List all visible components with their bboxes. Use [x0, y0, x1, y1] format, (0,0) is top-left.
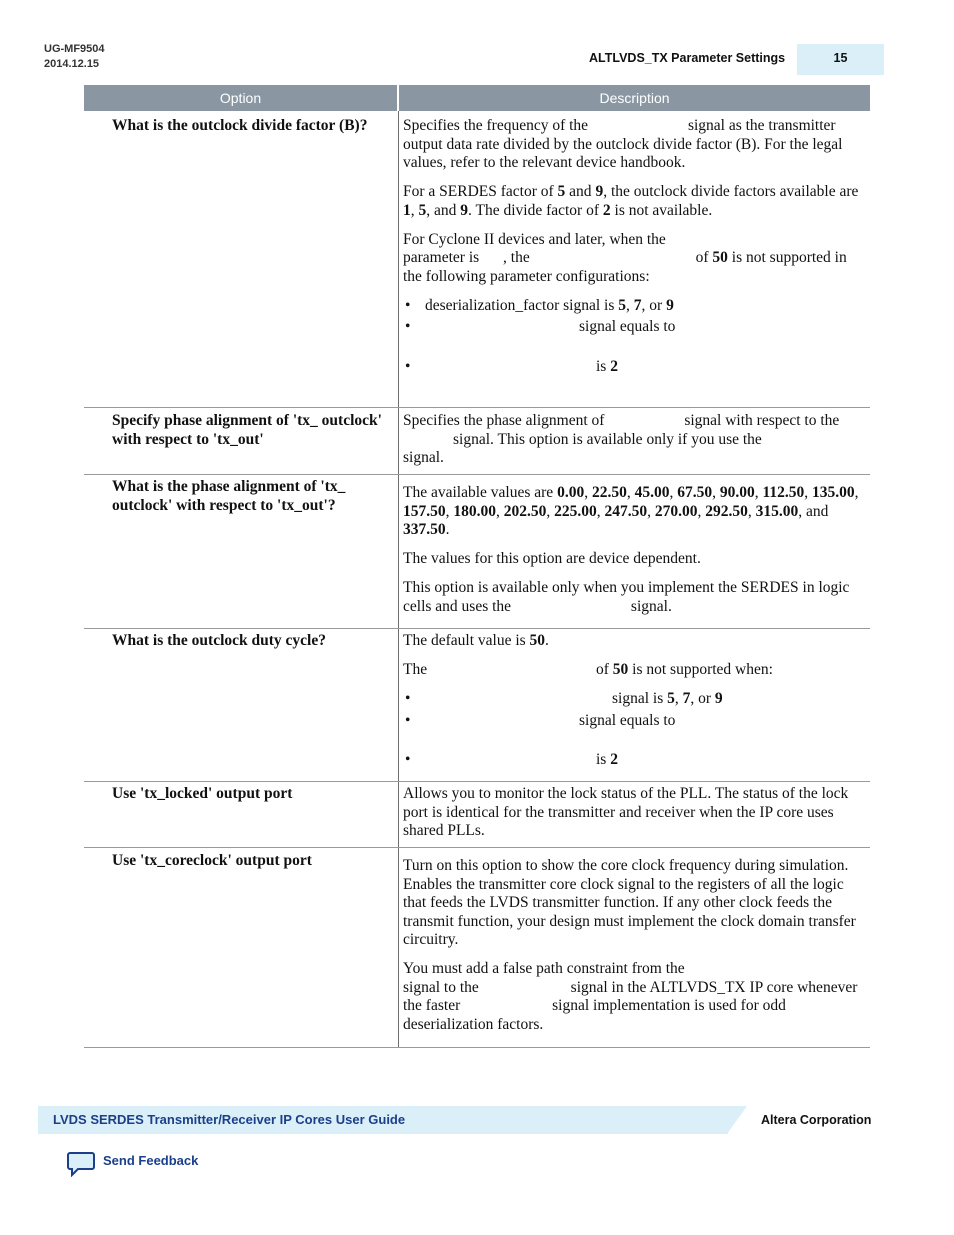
- description-paragraph: The of 50 is not supported when:: [403, 661, 773, 678]
- doc-id-block: [44, 42, 105, 72]
- description-paragraph: For Cyclone II devices and later, when the parameter is , the of 50 is not supported in the following parameter configurations:: [403, 230, 847, 285]
- description-phase-alignment: [403, 412, 863, 478]
- option-outclock-duty-cycle: What is the outclock duty cycle?: [112, 632, 326, 649]
- user-guide-link[interactable]: LVDS SERDES Transmitter/Receiver IP Cores User Guide: [53, 1112, 406, 1127]
- column-divider: [398, 111, 399, 1048]
- row-divider: [84, 1047, 870, 1048]
- company-name: Altera Corporation: [761, 1113, 872, 1127]
- row-divider: [84, 474, 870, 475]
- bullet-item: • is 2: [403, 751, 863, 770]
- option-tx-locked: Use 'tx_locked' output port: [112, 785, 293, 802]
- row-divider: [84, 407, 870, 408]
- section-title: ALTLVDS_TX Parameter Settings: [589, 51, 786, 65]
- description-paragraph: This option is available only when you implement the SERDES in logic cells and uses the signal.: [403, 579, 850, 615]
- option-phase-alignment: Specify phase alignment of 'tx_ outclock' with respect to 'tx_out': [112, 412, 382, 448]
- option-phase-alignment-value: What is the phase alignment of 'tx_ outclock' with respect to 'tx_out'?: [112, 478, 346, 514]
- bullet-item: • is 2: [403, 358, 863, 377]
- column-header-description: Description: [399, 85, 870, 111]
- doc-date: 2014.12.15: [44, 58, 100, 70]
- footer-band-tip: [727, 1106, 747, 1134]
- description-paragraph: The available values are 0.00, 22.50, 45.00, 67.50, 90.00, 112.50, 135.00, 157.50, 180.00, 202.50, 225.00, 247.50, 270.00, 292.50, 315.00, and 337.50.: [403, 484, 859, 538]
- description-paragraph: For a SERDES factor of 5 and 9, the outclock divide factors available are 1, 5, and 9. The divide factor of 2 is not available.: [403, 183, 859, 219]
- bullet-item: • signal equals to: [403, 318, 863, 337]
- description-paragraph: Specifies the frequency of the signal as the transmitter output data rate divided by the outclock divide factor (B). For the legal values, refer to the relevant device handbook.: [403, 117, 843, 171]
- description-tx-coreclock: [403, 857, 863, 1045]
- feedback-icon[interactable]: [66, 1151, 96, 1177]
- bullet-item: • deserialization_factor signal is 5, 7, or 9: [403, 297, 863, 316]
- page-number: 15: [797, 44, 884, 75]
- description-paragraph: The values for this option are device dependent.: [403, 550, 701, 567]
- column-header-option: Option: [84, 85, 397, 111]
- description-tx-locked: [403, 785, 863, 851]
- option-tx-coreclock: Use 'tx_coreclock' output port: [112, 852, 312, 869]
- bullet-item: • signal equals to: [403, 712, 863, 731]
- description-paragraph: The default value is 50.: [403, 632, 549, 649]
- description-paragraph: Specifies the phase alignment of signal with respect to the signal. This option is available only if you use the signal.: [403, 412, 840, 466]
- description-outclock-divide-factor: [403, 117, 863, 376]
- description-paragraph: You must add a false path constraint from the signal to the signal in the ALTLVDS_TX IP core whenever the faster signal implementation is used for odd deserialization factors.: [403, 960, 858, 1033]
- doc-id: UG-MF9504: [44, 43, 105, 55]
- description-phase-alignment-value: [403, 484, 863, 627]
- row-divider: [84, 847, 870, 848]
- row-divider: [84, 781, 870, 782]
- option-outclock-divide-factor: What is the outclock divide factor (B)?: [112, 117, 368, 134]
- description-outclock-duty-cycle: [403, 632, 863, 770]
- row-divider: [84, 628, 870, 629]
- description-paragraph: Turn on this option to show the core clock frequency during simulation. Enables the transmitter core clock signal to the registers of all the logic that feeds the LVDS transmitter function. If any other clock feeds the transmit function, your design must implement the clock domain transfer circuitry.: [403, 857, 856, 948]
- description-paragraph: Allows you to monitor the lock status of the PLL. The status of the lock port is identical for the transmitter and receiver when the IP core uses shared PLLs.: [403, 785, 849, 839]
- send-feedback-link[interactable]: Send Feedback: [103, 1153, 199, 1168]
- bullet-item: • signal is 5, 7, or 9: [403, 690, 863, 709]
